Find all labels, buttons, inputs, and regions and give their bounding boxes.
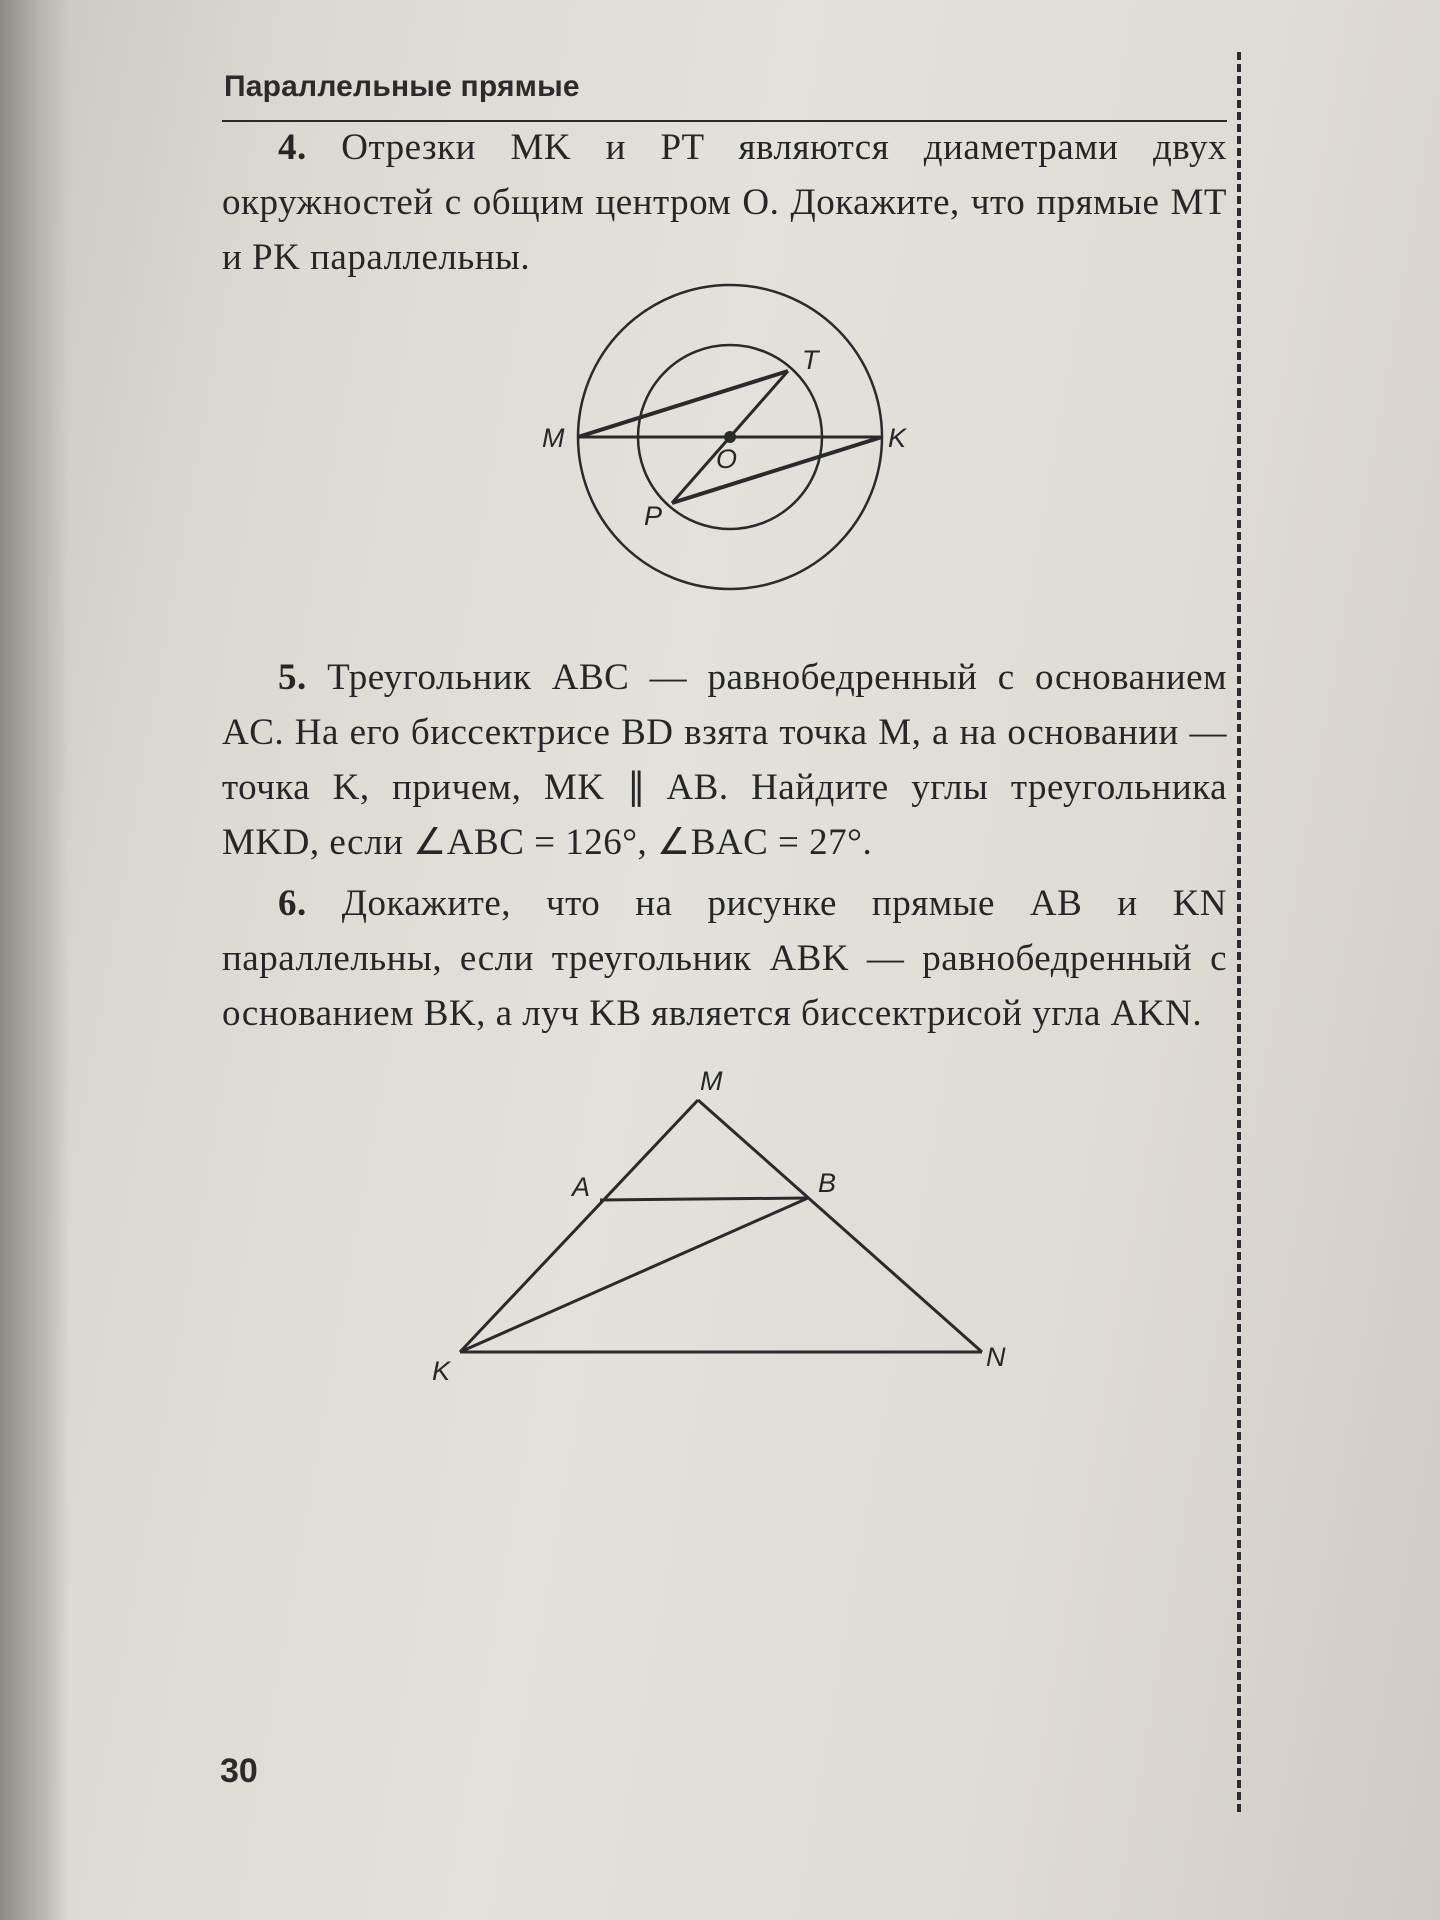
page-number: 30 bbox=[220, 1752, 258, 1790]
segment-kb bbox=[460, 1198, 808, 1352]
label-b: B bbox=[818, 1168, 837, 1198]
problem-6 bbox=[222, 876, 1227, 1041]
label-o: O bbox=[716, 444, 738, 474]
problem-4-number: 4. bbox=[278, 127, 307, 168]
dashed-cut-line bbox=[1237, 52, 1241, 1812]
label-m: M bbox=[700, 1066, 723, 1096]
problem-6-text: Докажите, что на рисунке прямые AB и KN параллельны, если треугольник ABK — равнобедренный с основанием BK, а луч KB является биссектрисой угла AKN. bbox=[222, 883, 1228, 1034]
line-pk bbox=[672, 437, 882, 503]
problem-5 bbox=[222, 650, 1227, 870]
problem-5-text: Треугольник ABC — равнобедренный с основанием AC. На его биссектрисе BD взята точка M, а на основании — точка K, причем, MK ∥ AB. Найдите углы треугольника MKD, если ∠ABC = 126°, ∠BAC = 27°. bbox=[222, 657, 1228, 863]
label-a: A bbox=[572, 1172, 591, 1202]
label-k: K bbox=[888, 423, 907, 453]
section-title: Параллельные прямые bbox=[224, 70, 580, 103]
label-p: P bbox=[644, 501, 663, 531]
problem-6-number: 6. bbox=[278, 883, 307, 924]
problem-4-text: Отрезки MK и PT являются диаметрами двух окружностей с общим центром O. Докажите, что прямые MT и PK параллельны. bbox=[222, 127, 1227, 278]
page-edge-shadow bbox=[0, 0, 70, 1920]
figure-concentric-circles bbox=[520, 275, 920, 605]
side-km bbox=[460, 1100, 698, 1352]
side-mn bbox=[698, 1100, 982, 1352]
line-mt bbox=[578, 371, 788, 437]
label-m: M bbox=[542, 423, 565, 453]
center-point bbox=[724, 431, 736, 443]
segment-ab bbox=[600, 1198, 808, 1200]
label-k: K bbox=[432, 1356, 451, 1386]
label-n: N bbox=[986, 1342, 1006, 1372]
page-header bbox=[222, 66, 1227, 122]
figure-triangle bbox=[420, 1060, 1040, 1390]
problem-5-number: 5. bbox=[278, 657, 307, 698]
label-t: T bbox=[802, 345, 819, 375]
problem-4 bbox=[222, 120, 1227, 285]
